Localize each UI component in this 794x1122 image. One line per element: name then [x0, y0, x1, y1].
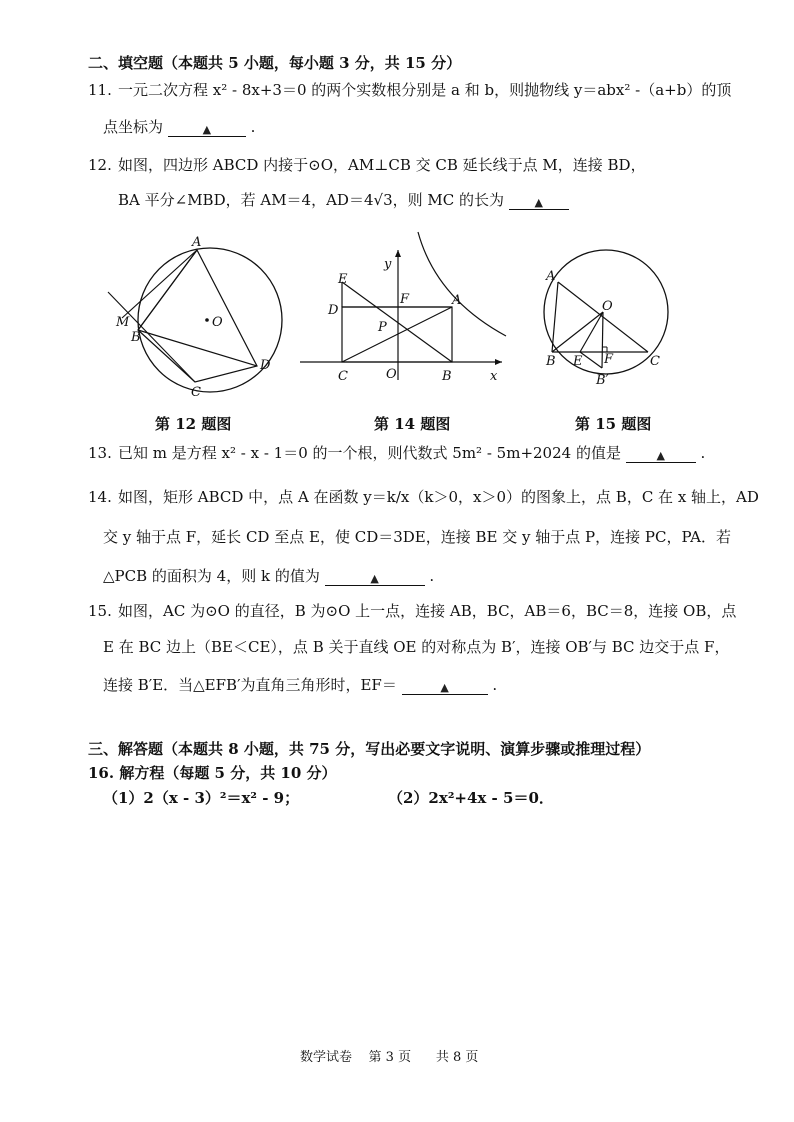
fig15-label-b-prime: B′ — [596, 373, 609, 388]
fig14-label-x: x — [490, 369, 498, 384]
question-11-line2 — [103, 117, 255, 137]
question-15-end: . — [492, 676, 498, 694]
question-16-part1: （1）2（x - 3）²＝x² - 9； — [103, 789, 300, 807]
question-16-part2: （2）2x²+4x - 5＝0． — [388, 789, 554, 807]
question-14-line2: 交 y 轴于点 F，延长 CD 至点 E，使 CD＝3DE，连接 BE 交 y 轴于点 P，连接 PC，PA．若 — [103, 528, 732, 546]
fig14-label-c: C — [338, 369, 348, 384]
question-13-number: 13. — [88, 444, 112, 462]
fig14-label-b: B — [442, 369, 452, 384]
page-footer — [300, 1046, 478, 1065]
figure-12-caption: 第 12 题图 — [155, 415, 232, 433]
question-12-number: 12. — [88, 156, 112, 174]
fig12-label-m: M — [116, 315, 130, 330]
blank-marker-icon: ▲ — [202, 123, 212, 136]
fig14-label-p: P — [378, 320, 387, 335]
fig15-label-b: B — [546, 354, 556, 369]
section-heading-solutions: 三、解答题（本题共 8 小题，共 75 分，写出必要文字说明、演算步骤或推理过程） — [88, 740, 651, 758]
fig12-label-d: D — [260, 358, 271, 373]
fig14-label-y: y — [384, 257, 392, 272]
question-11-prompt: 点坐标为 — [103, 118, 164, 136]
answer-blank-12[interactable] — [509, 191, 569, 210]
fig14-label-e: E — [338, 272, 348, 287]
fig14-label-f: F — [400, 292, 410, 307]
question-14-number: 14. — [88, 488, 112, 506]
footer-subject: 数学试卷 — [300, 1050, 353, 1065]
footer-total-pages: 共 8 页 — [435, 1050, 479, 1065]
blank-marker-icon: ▲ — [440, 681, 449, 694]
blank-marker-icon: ▲ — [656, 449, 665, 462]
fig14-label-d: D — [328, 303, 339, 318]
question-14-line3 — [103, 566, 434, 586]
figure-14-diagram — [296, 228, 516, 388]
question-13-prompt: 已知 m 是方程 x² - x - 1＝0 的一个根，则代数式 5m² - 5m+2024 的值是 — [118, 444, 621, 462]
fig15-label-o: O — [602, 299, 613, 314]
answer-blank-15[interactable] — [402, 676, 488, 695]
question-11-line1: 一元二次方程 x² - 8x+3＝0 的两个实数根分别是 a 和 b，则抛物线 y＝abx² -（a+b）的顶 — [118, 81, 732, 99]
question-16-title: 16. 解方程（每题 5 分，共 10 分） — [88, 764, 337, 782]
question-11-number: 11. — [88, 81, 112, 99]
blank-marker-icon: ▲ — [370, 572, 379, 585]
question-11-end: . — [250, 118, 256, 136]
question-15-prompt: 连接 B′E．当△EFB′为直角三角形时，EF＝ — [103, 676, 397, 694]
question-12-line2 — [118, 190, 569, 210]
figure-14-caption: 第 14 题图 — [374, 415, 451, 433]
fig12-label-b: B — [131, 330, 141, 345]
question-12-line1: 如图，四边形 ABCD 内接于⊙O，AM⊥CB 交 CB 延长线于点 M，连接 BD， — [118, 156, 646, 174]
footer-page-number: 第 3 页 — [368, 1050, 412, 1065]
fig14-label-a: A — [452, 293, 462, 308]
figure-15-caption: 第 15 题图 — [575, 415, 652, 433]
answer-blank-14[interactable] — [325, 567, 425, 586]
question-14-prompt: △PCB 的面积为 4，则 k 的值为 — [103, 567, 320, 585]
fig12-label-o: O — [212, 315, 223, 330]
question-15-line3 — [103, 675, 497, 695]
question-15-number: 15. — [88, 602, 112, 620]
question-12-prompt: BA 平分∠MBD，若 AM＝4，AD＝4√3，则 MC 的长为 — [118, 191, 504, 209]
fig15-label-e: E — [573, 354, 583, 369]
question-15-line2: E 在 BC 边上（BE＜CE），点 B 关于直线 OE 的对称点为 B′，连接 OB′与 BC 边交于点 F， — [103, 638, 730, 656]
fig14-label-o: O — [386, 367, 397, 382]
question-15-line1: 如图，AC 为⊙O 的直径，B 为⊙O 上一点，连接 AB，BC，AB＝6，BC＝8，连接 OB，点 — [118, 602, 737, 620]
figure-15-diagram — [536, 248, 676, 398]
answer-blank-13[interactable] — [626, 444, 696, 463]
answer-blank-11[interactable] — [168, 118, 246, 137]
fig15-label-a: A — [546, 269, 556, 284]
fig15-label-f: F — [604, 352, 614, 367]
blank-marker-icon: ▲ — [534, 196, 543, 209]
question-14-line1: 如图，矩形 ABCD 中，点 A 在函数 y＝k/x（k＞0，x＞0）的图象上，点 B，C 在 x 轴上，AD — [118, 488, 759, 506]
figure-12-diagram — [100, 228, 290, 408]
section-heading-fill-blank: 二、填空题（本题共 5 小题，每小题 3 分，共 15 分） — [88, 54, 462, 72]
fig15-label-c: C — [650, 354, 660, 369]
fig12-label-c: C — [191, 385, 201, 400]
question-13-end: . — [700, 444, 706, 462]
question-13-line — [118, 443, 705, 463]
question-14-end: . — [429, 567, 435, 585]
fig12-label-a: A — [192, 235, 202, 250]
